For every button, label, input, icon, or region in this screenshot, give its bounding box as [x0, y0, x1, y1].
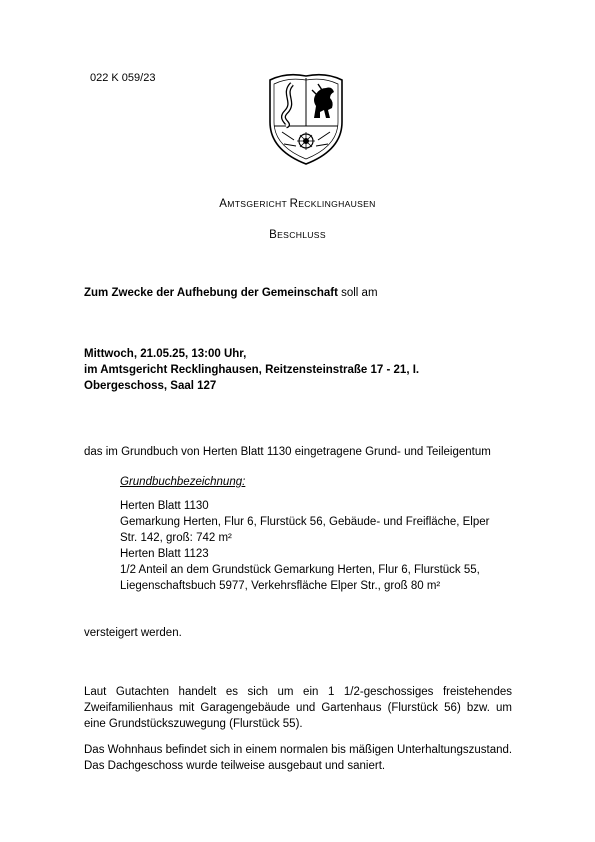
- register-line: Liegenschaftsbuch 5977, Verkehrsfläche Elper Str., groß 80 m²: [120, 580, 441, 592]
- register-line: Str. 142, groß: 742 m²: [120, 532, 232, 544]
- hearing-room: Obergeschoss, Saal 127: [84, 380, 217, 392]
- register-intro: das im Grundbuch von Herten Blatt 1130 eingetragene Grund- und Teileigentum: [84, 446, 491, 458]
- register-line: Herten Blatt 1130: [120, 500, 209, 512]
- intro-paragraph: Zum Zwecke der Aufhebung der Gemeinschaft soll am: [84, 287, 378, 299]
- court-name: AMTSGERICHT RECKLINGHAUSEN: [219, 198, 376, 210]
- register-line: Gemarkung Herten, Flur 6, Flurstück 56, Gebäude- und Freifläche, Elper: [120, 516, 490, 528]
- hearing-location: im Amtsgericht Recklinghausen, Reitzensteinstraße 17 - 21, I.: [84, 364, 420, 376]
- hearing-details: [84, 346, 524, 394]
- document-title: BESCHLUSS: [269, 229, 326, 241]
- auction-statement: versteigert werden.: [84, 627, 182, 639]
- hearing-date: Mittwoch, 21.05.25, 13:00 Uhr,: [84, 348, 247, 360]
- land-register-block: [120, 474, 520, 594]
- register-line: 1/2 Anteil an dem Grundstück Gemarkung Herten, Flur 6, Flurstück 55,: [120, 564, 480, 576]
- coat-of-arms-icon: [262, 66, 350, 168]
- valuation-paragraph: Laut Gutachten handelt es sich um ein 1 1/2-geschossiges freistehendes Zweifamilienhaus mit Garagengebäude und Gartenhaus (Flurstück 56) bzw. um eine Grundstückszuwegung (Flurstück 55).: [84, 686, 512, 730]
- condition-line: Das Dachgeschoss wurde teilweise ausgebaut und saniert.: [84, 760, 386, 772]
- register-heading: Grundbuchbezeichnung:: [120, 476, 246, 488]
- case-number: 022 K 059/23: [90, 72, 156, 84]
- condition-paragraph: [84, 742, 524, 774]
- register-line: Herten Blatt 1123: [120, 548, 209, 560]
- condition-line: Das Wohnhaus befindet sich in einem normalen bis mäßigen Unterhaltungszustand.: [84, 744, 513, 756]
